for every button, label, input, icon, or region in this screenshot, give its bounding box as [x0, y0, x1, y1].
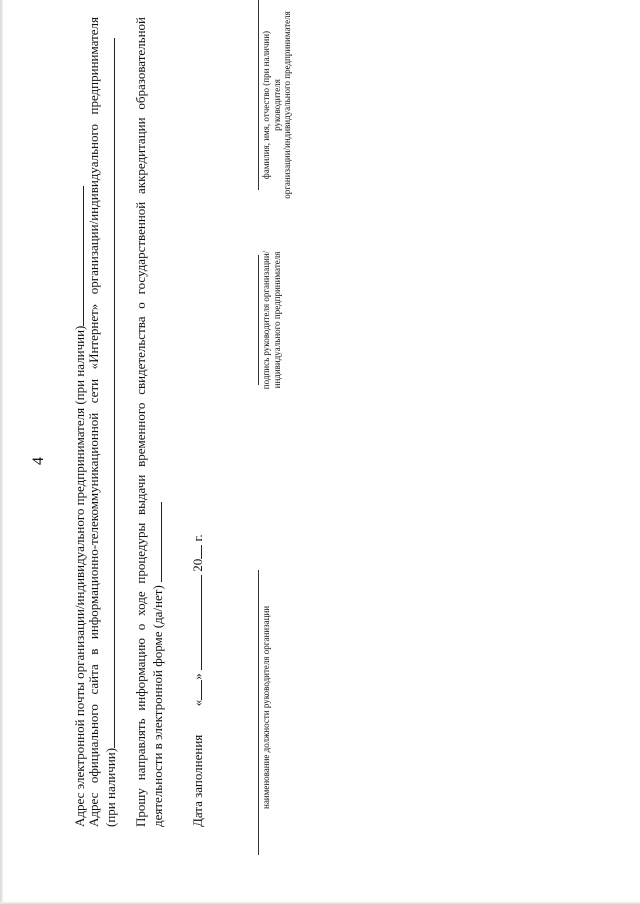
signature-caption-line-1: подпись руководителя организации/ [261, 250, 271, 390]
request-answer-field[interactable] [149, 502, 162, 582]
position-caption: наименование должности руководителя организации [261, 605, 271, 809]
signature-line[interactable] [258, 255, 259, 385]
date-month-field[interactable] [189, 575, 202, 670]
date-century: 20 [190, 558, 205, 572]
name-caption-line-2: организации/индивидуального предпринимателя [282, 11, 292, 199]
website-line-2 [102, 17, 119, 827]
date-label: Дата заполнения [190, 734, 205, 827]
date-close-quote: » [190, 673, 205, 680]
signature-caption-line-2: индивидуального предпринимателя [271, 251, 282, 389]
request-line-2 [149, 502, 166, 827]
name-caption-line-1: фамилия, имя, отчество (при наличии) руководителя [261, 30, 282, 180]
signature-caption [261, 245, 282, 395]
website-paren: (при наличии) [103, 747, 118, 827]
name-caption [261, 5, 293, 205]
website-line-1: Адрес официального сайта в информационно-телекоммуникационной сети «Интернет» организации/индивидуального предпринимателя [86, 17, 101, 827]
page-number: 4 [30, 457, 47, 465]
full-name-signature-line[interactable] [258, 0, 259, 190]
date-day-field[interactable] [189, 680, 202, 700]
request-line-1: Прошу направлять информацию о ходе процедуры выдачи временного свидетельства о государственной аккредитации образовательной [133, 17, 148, 827]
date-year-suffix: г. [190, 534, 205, 542]
request-label: деятельности в электронной форме (да/нет) [150, 585, 165, 827]
email-label: Адрес электронной почты организации/индивидуального предпринимателя (при наличии) [72, 325, 87, 827]
website-field[interactable] [102, 38, 115, 748]
date-year-field[interactable] [189, 545, 202, 559]
email-field[interactable] [71, 186, 84, 326]
date-line [189, 534, 206, 827]
position-signature-line[interactable] [258, 570, 259, 855]
date-open-quote: « [190, 699, 205, 707]
